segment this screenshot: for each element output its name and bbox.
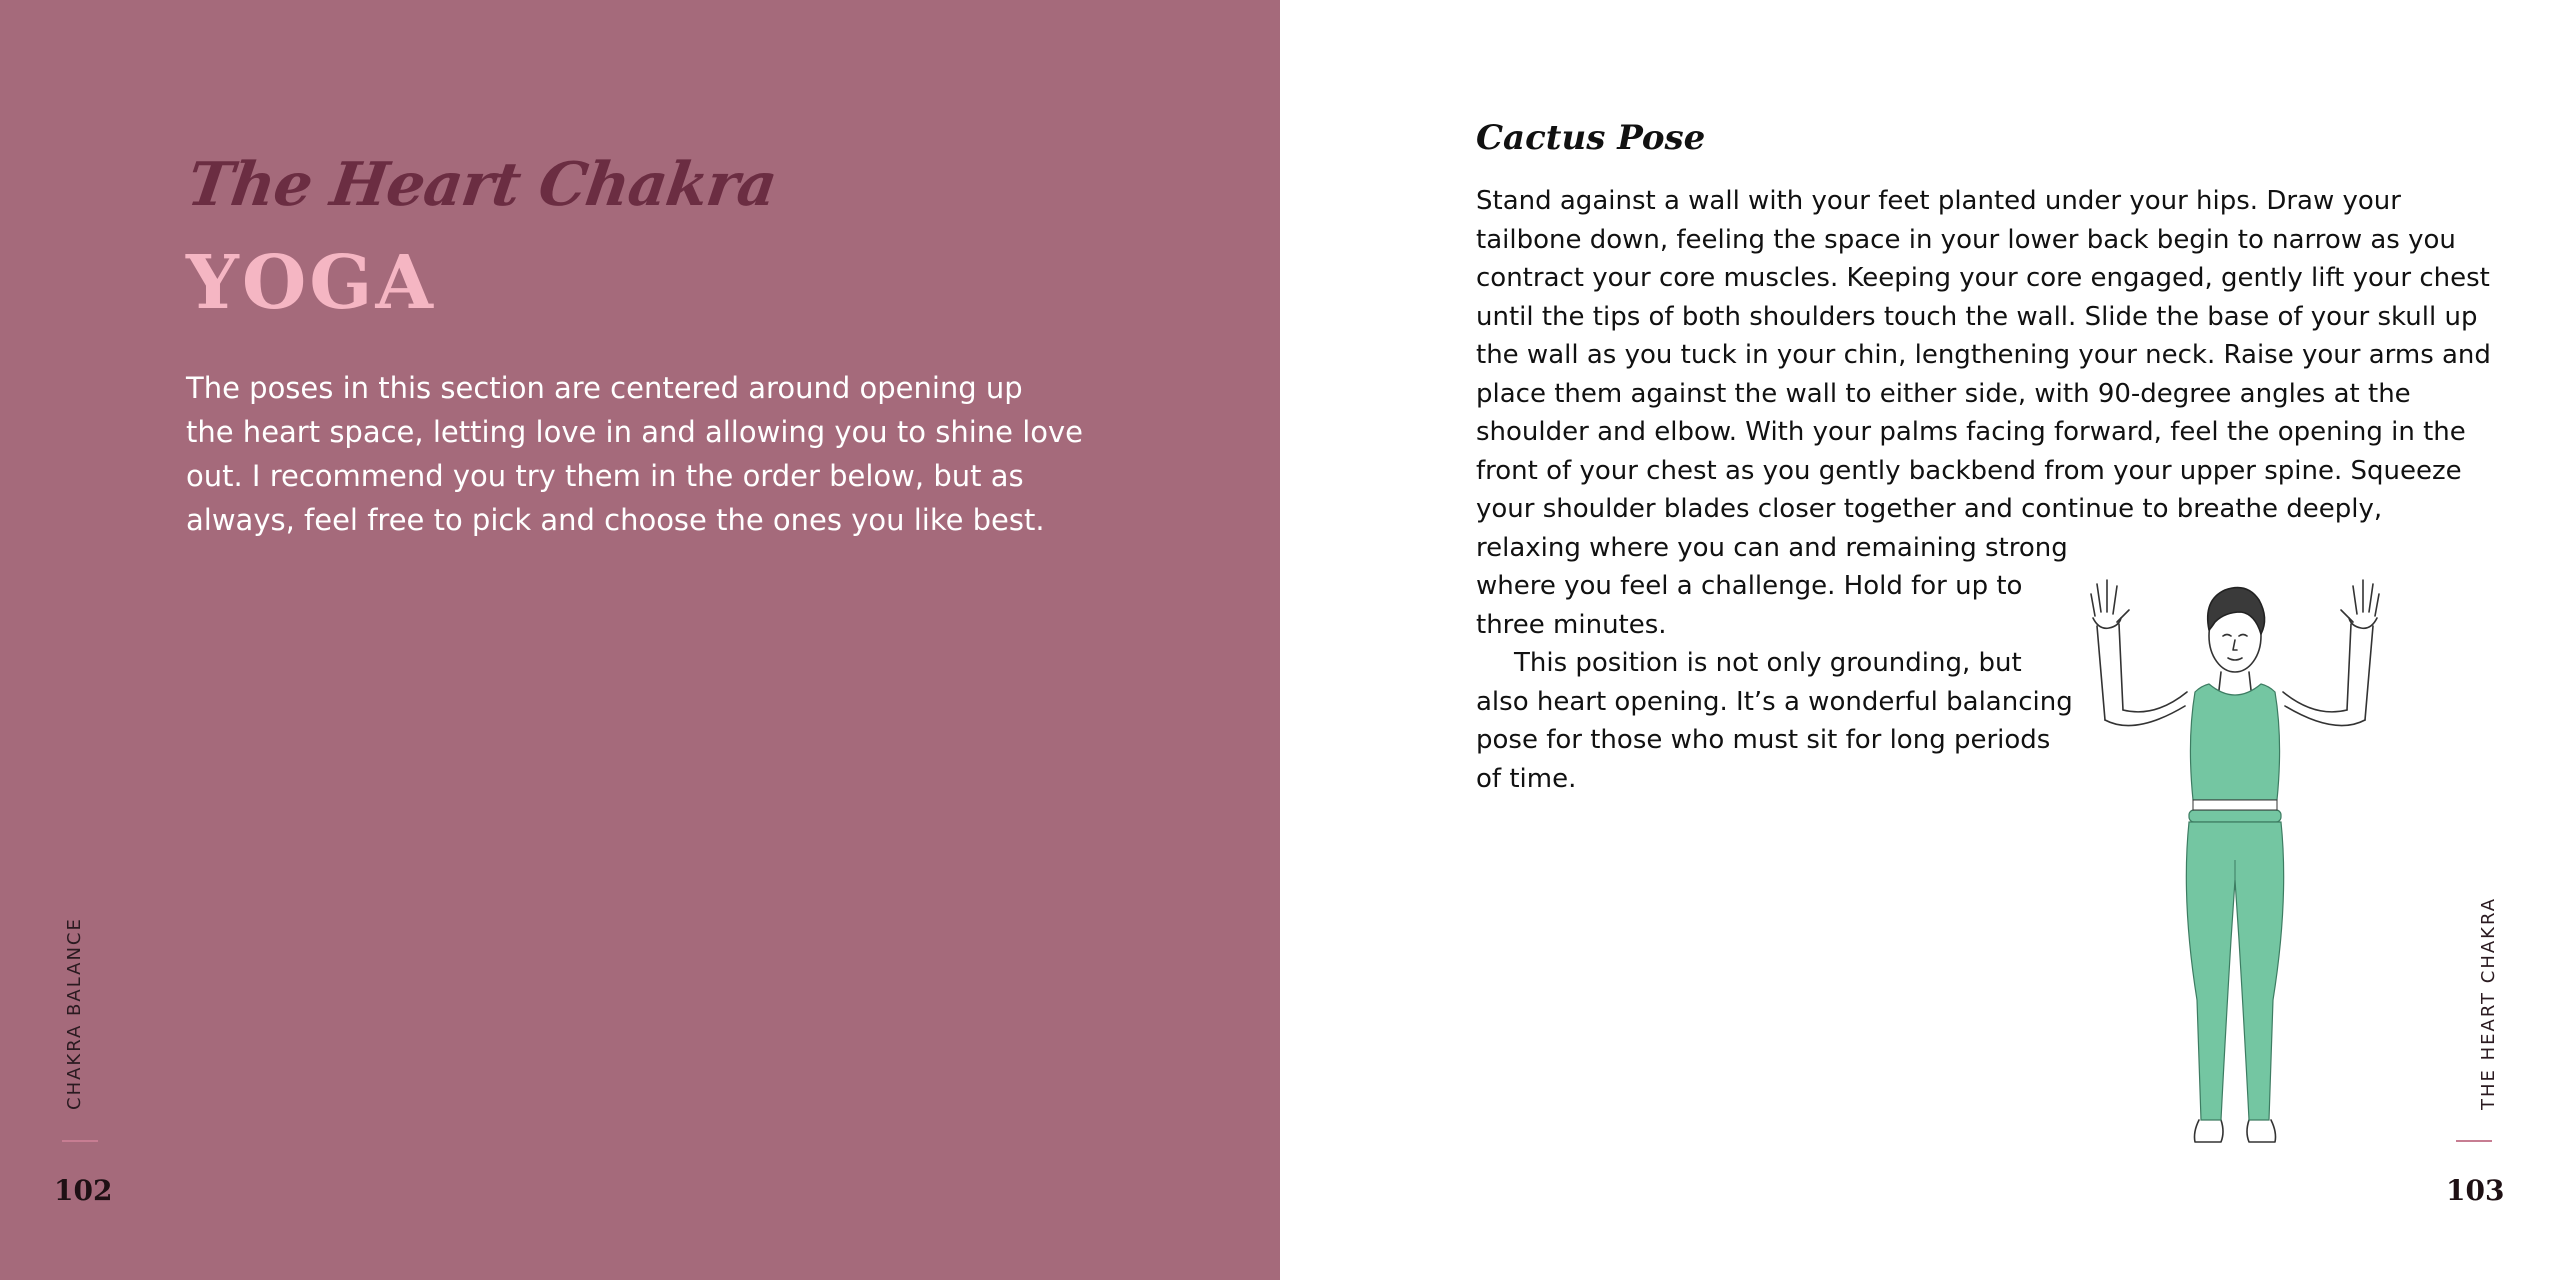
- body-line: relaxing where you can and remaining strong: [1476, 532, 2068, 563]
- folio-rule-left: [62, 1140, 98, 1142]
- cactus-pose-illustration: [2075, 560, 2395, 1160]
- body-line: the wall as you tuck in your chin, lengthening your neck. Raise your arms and: [1476, 340, 2491, 370]
- body-line: This position is not only grounding, but: [1514, 648, 2022, 678]
- intro-line: The poses in this section are centered around opening up: [186, 371, 1023, 405]
- page-number-right: 103: [2446, 1174, 2505, 1207]
- intro-paragraph: [186, 366, 1084, 542]
- body-line: your shoulder blades closer together and continue to breathe deeply,: [1476, 494, 2383, 524]
- folio-rule-right: [2456, 1140, 2492, 1142]
- right-page: [1280, 0, 2560, 1280]
- page-number-left: 102: [54, 1174, 113, 1207]
- running-head-left: CHAKRA BALANCE: [64, 917, 85, 1110]
- body-line: three minutes.: [1476, 609, 1667, 640]
- intro-line: always, feel free to pick and choose the ones you like best.: [186, 503, 1045, 537]
- body-line: where you feel a challenge. Hold for up to: [1476, 571, 2023, 601]
- body-line: Stand against a wall with your feet planted under your hips. Draw your: [1476, 186, 2401, 216]
- chapter-kicker: The Heart Chakra: [183, 150, 781, 220]
- intro-line: the heart space, letting love in and allowing you to shine love: [186, 415, 1084, 449]
- body-line: pose for those who must sit for long periods: [1476, 725, 2051, 755]
- body-line: tailbone down, feeling the space in your lower back begin to narrow as you: [1476, 224, 2456, 255]
- body-line: also heart opening. It’s a wonderful balancing: [1476, 686, 2073, 717]
- section-title: YOGA: [186, 240, 436, 326]
- body-line: contract your core muscles. Keeping your core engaged, gently lift your chest: [1476, 263, 2490, 293]
- intro-line: out. I recommend you try them in the order below, but as: [186, 459, 1024, 493]
- body-line: until the tips of both shoulders touch the wall. Slide the base of your skull up: [1476, 301, 2478, 332]
- body-line: of time.: [1476, 763, 1577, 794]
- body-line: front of your chest as you gently backbend from your upper spine. Squeeze: [1476, 455, 2462, 486]
- body-line: shoulder and elbow. With your palms facing forward, feel the opening in the: [1476, 417, 2466, 447]
- body-line: place them against the wall to either side, with 90-degree angles at the: [1476, 378, 2411, 409]
- running-head-right: THE HEART CHAKRA: [2478, 896, 2499, 1110]
- pose-title: Cactus Pose: [1476, 118, 1706, 158]
